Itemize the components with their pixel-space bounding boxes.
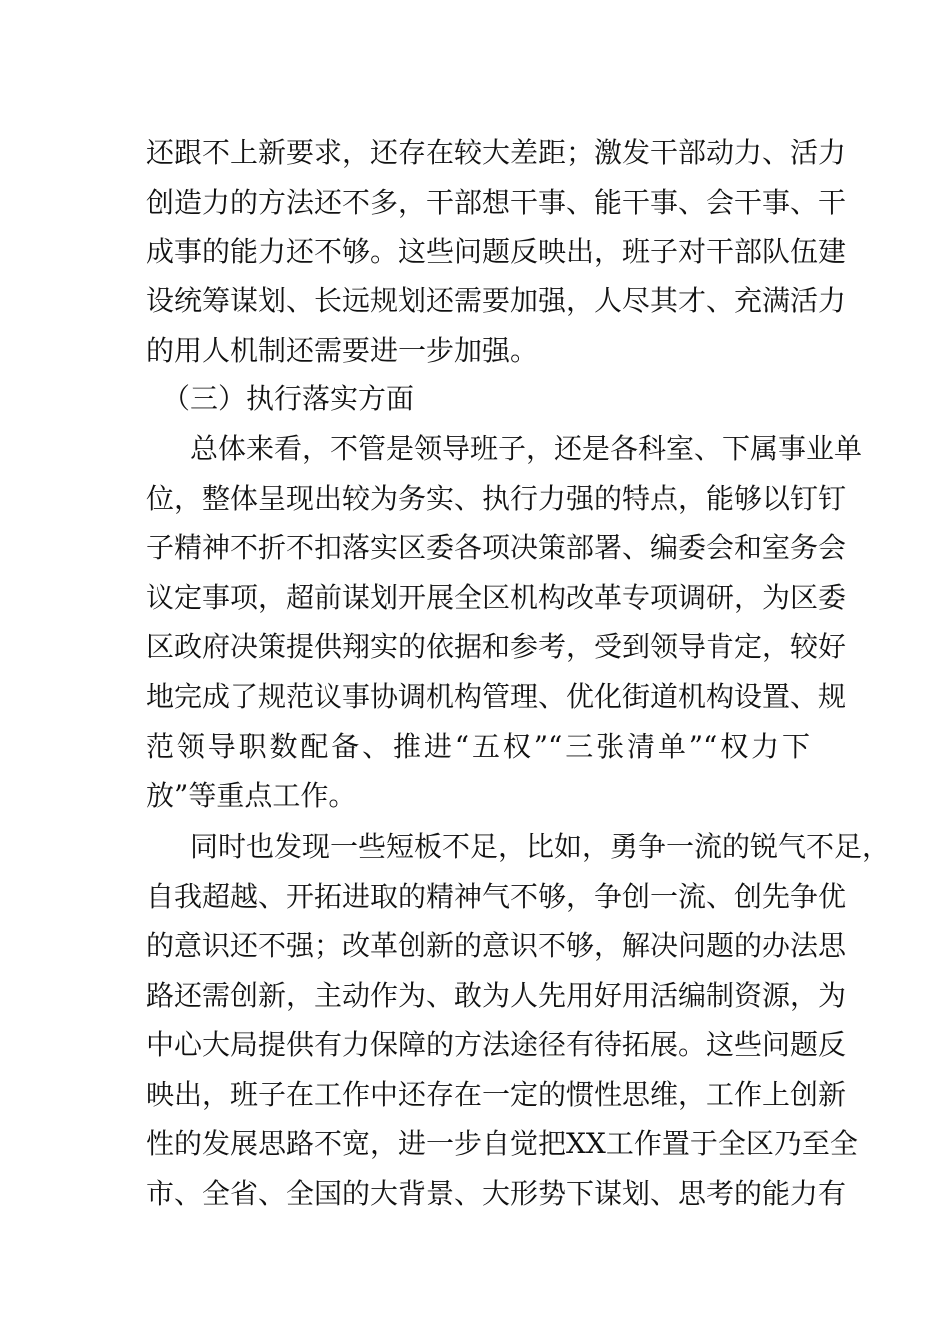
text-line: 成事的能力还不够。这些问题反映出，班子对干部队伍建 — [146, 235, 847, 268]
text-line: 市、全省、全国的大背景、大形势下谋划、思考的能力有 — [146, 1177, 847, 1210]
text-line: 地完成了规范议事协调机构管理、优化街道机构设置、规 — [146, 680, 847, 713]
text-line: 总体来看，不管是领导班子，还是各科室、下属事业单 — [190, 432, 863, 465]
text-line: 的用人机制还需要进一步加强。 — [146, 334, 539, 367]
text-line: 的意识还不强；改革创新的意识不够，解决问题的办法思 — [146, 929, 847, 962]
text-line: 范领导职数配备、推进“五权”“三张清单”“权力下 — [146, 730, 810, 763]
text-line: 位，整体呈现出较为务实、执行力强的特点，能够以钉钉 — [146, 482, 847, 515]
text-line: 区政府决策提供翔实的依据和参考，受到领导肯定，较好 — [146, 630, 847, 663]
text-line: 路还需创新，主动作为、敢为人先用好用活编制资源，为 — [146, 979, 847, 1012]
text-line: 映出，班子在工作中还存在一定的惯性思维，工作上创新 — [146, 1078, 847, 1111]
text-line: 子精神不折不扣落实区委各项决策部署、编委会和室务会 — [146, 531, 847, 564]
text-line: 还跟不上新要求，还存在较大差距；激发干部动力、活力 — [146, 136, 847, 169]
text-line: 放”等重点工作。 — [146, 779, 357, 812]
text-line: 创造力的方法还不多，干部想干事、能干事、会干事、干 — [146, 186, 847, 219]
text-line: 同时也发现一些短板不足，比如，勇争一流的锐气不足， — [190, 830, 891, 863]
text-line: 性的发展思路不宽，进一步自觉把XX工作置于全区乃至全 — [146, 1127, 858, 1160]
section-heading: （三）执行落实方面 — [162, 382, 415, 415]
text-line: 设统筹谋划、长远规划还需要加强，人尽其才、充满活力 — [146, 284, 847, 317]
text-line: 自我超越、开拓进取的精神气不够，争创一流、创先争优 — [146, 880, 847, 913]
text-line: 中心大局提供有力保障的方法途径有待拓展。这些问题反 — [146, 1028, 847, 1061]
text-line: 议定事项，超前谋划开展全区机构改革专项调研，为区委 — [146, 581, 847, 614]
